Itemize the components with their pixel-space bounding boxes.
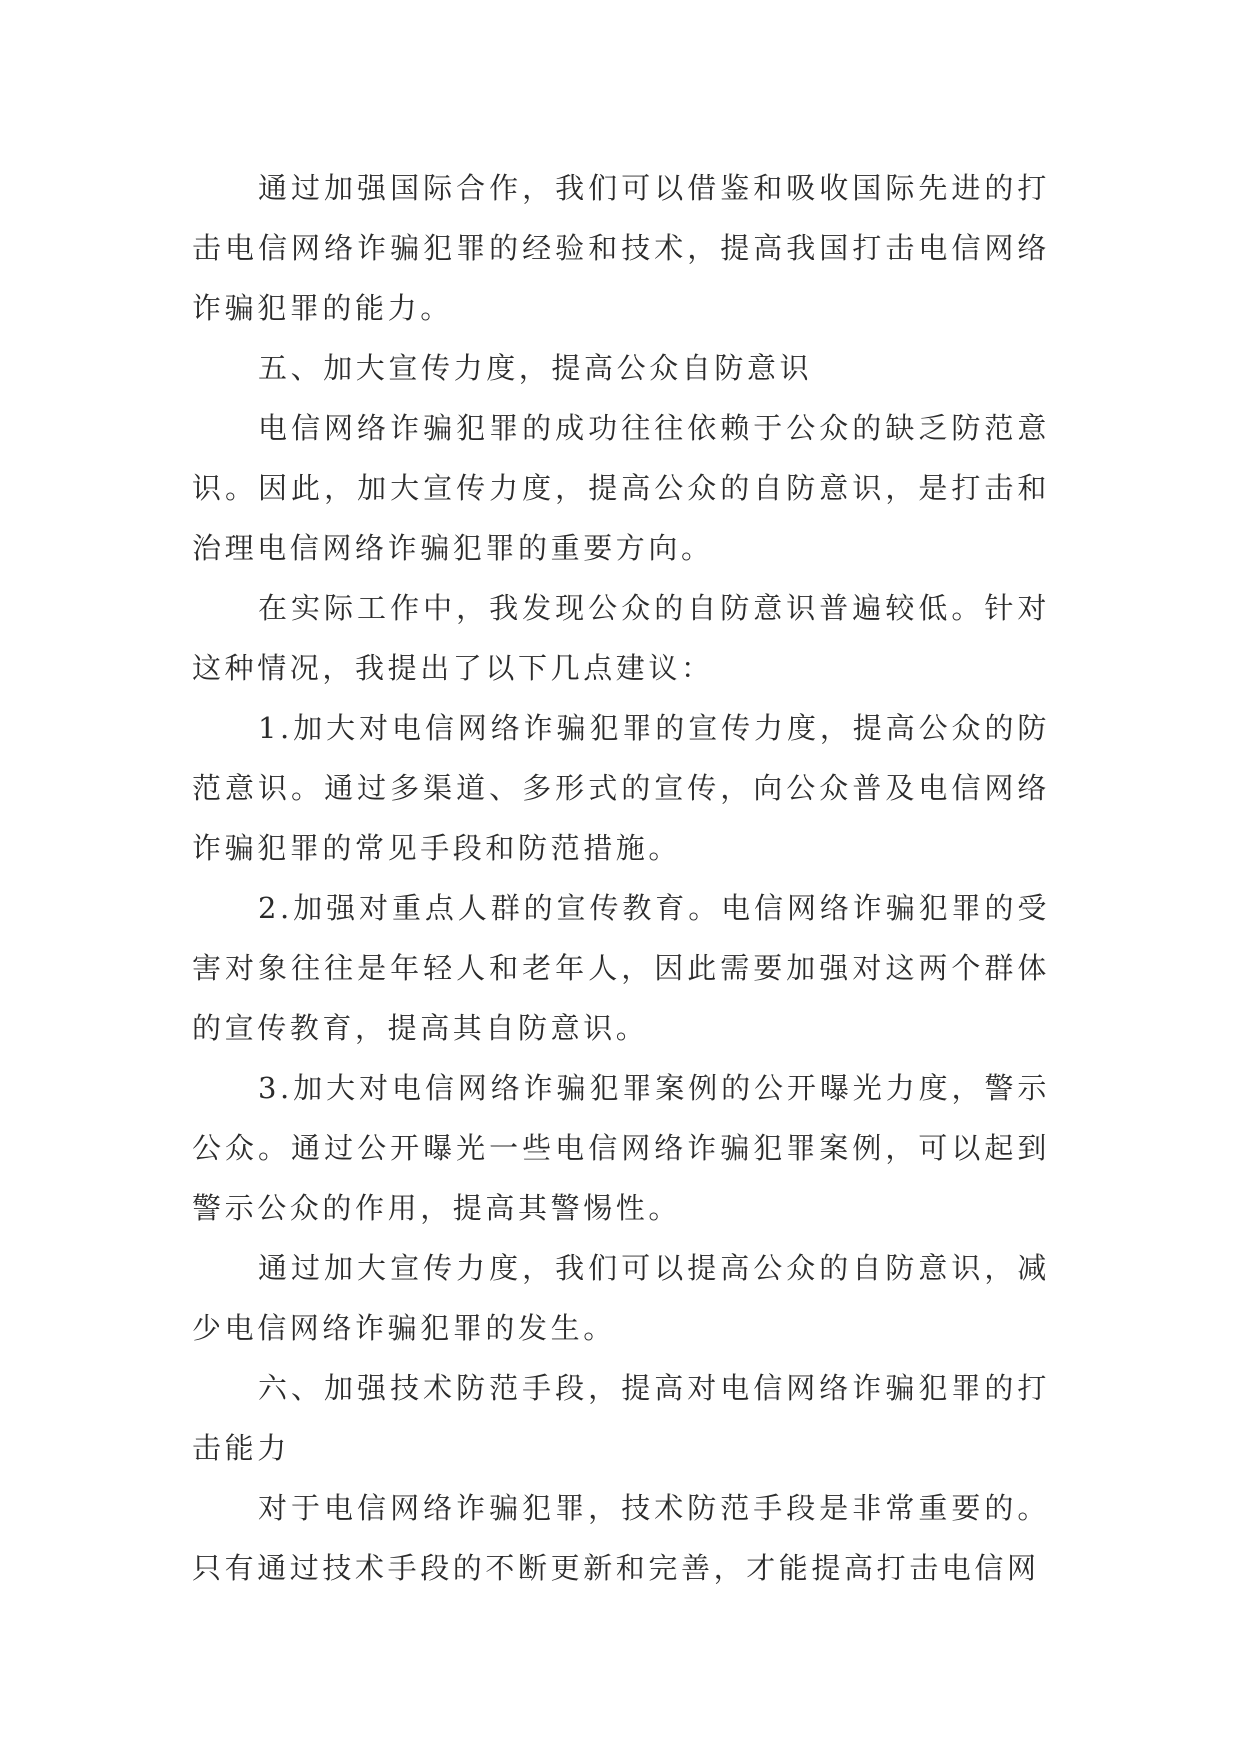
paragraph-suggestions-intro: 在实际工作中，我发现公众的自防意识普遍较低。针对这种情况，我提出了以下几点建议： bbox=[192, 591, 1050, 685]
paragraph-technical-measures: 对于电信网络诈骗犯罪，技术防范手段是非常重要的。只有通过技术手段的不断更新和完善，才能提高打击电信网 bbox=[192, 1491, 1050, 1585]
section-heading-five: 五、加大宣传力度，提高公众自防意识 bbox=[258, 351, 813, 385]
body-text bbox=[192, 158, 1050, 1598]
section-heading-six: 六、加强技术防范手段，提高对电信网络诈骗犯罪的打击能力 bbox=[192, 1371, 1050, 1465]
paragraph-publicity-summary: 通过加大宣传力度，我们可以提高公众的自防意识，减少电信网络诈骗犯罪的发生。 bbox=[192, 1251, 1050, 1345]
list-item-3: 3.加大对电信网络诈骗犯罪案例的公开曝光力度，警示公众。通过公开曝光一些电信网络诈骗犯罪案例，可以起到警示公众的作用，提高其警惕性。 bbox=[192, 1071, 1050, 1225]
list-item-1: 1.加大对电信网络诈骗犯罪的宣传力度，提高公众的防范意识。通过多渠道、多形式的宣传，向公众普及电信网络诈骗犯罪的常见手段和防范措施。 bbox=[192, 711, 1050, 865]
list-item-2: 2.加强对重点人群的宣传教育。电信网络诈骗犯罪的受害对象往往是年轻人和老年人，因此需要加强对这两个群体的宣传教育，提高其自防意识。 bbox=[192, 891, 1050, 1045]
paragraph-public-awareness: 电信网络诈骗犯罪的成功往往依赖于公众的缺乏防范意识。因此，加大宣传力度，提高公众的自防意识，是打击和治理电信网络诈骗犯罪的重要方向。 bbox=[192, 411, 1050, 565]
paragraph-international-cooperation: 通过加强国际合作，我们可以借鉴和吸收国际先进的打击电信网络诈骗犯罪的经验和技术，提高我国打击电信网络诈骗犯罪的能力。 bbox=[192, 171, 1050, 325]
